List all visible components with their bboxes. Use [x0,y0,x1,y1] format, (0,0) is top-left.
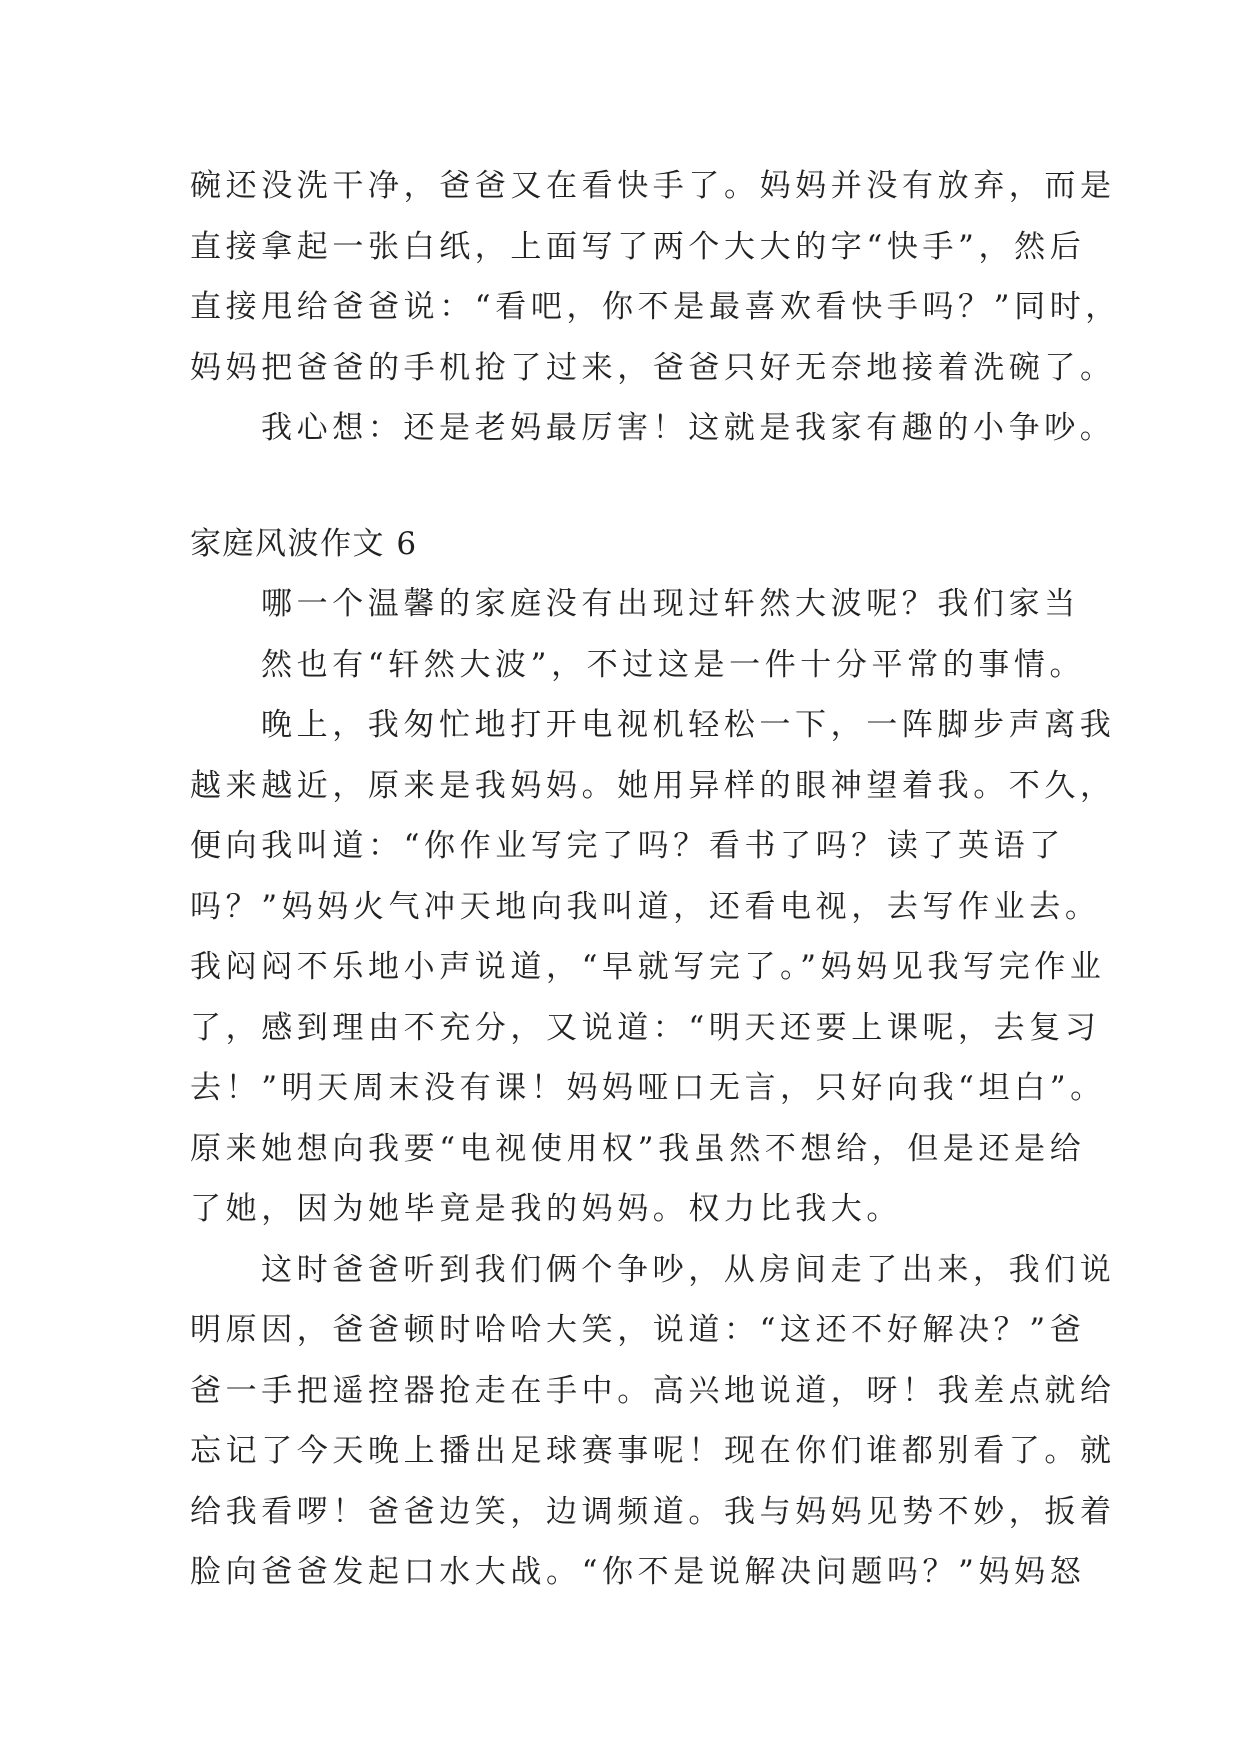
text-line: 吗？”妈妈火气冲天地向我叫道，还看电视，去写作业去。 [190,888,1101,925]
section-heading: 家庭风波作文 6 [190,525,418,562]
text-line: 越来越近，原来是我妈妈。她用异样的眼神望着我。不久， [190,767,1116,804]
text-line: 碗还没洗干净，爸爸又在看快手了。妈妈并没有放弃，而是 [190,168,1116,204]
text-line: 我心想：还是老妈最厉害！这就是我家有趣的小争吵。 [261,410,1116,446]
text-line: 我闷闷不乐地小声说道，“早就写完了。”妈妈见我写完作业 [190,949,1106,985]
text-line: 这时爸爸听到我们俩个争吵，从房间走了出来，我们说 [261,1251,1116,1288]
text-line: 爸一手把遥控器抢走在手中。高兴地说道，呀！我差点就给 [190,1372,1116,1409]
paragraph-1 [190,574,1086,695]
text-line: 直接拿起一张白纸，上面写了两个大大的字“快手”，然后 [190,228,1086,265]
continuation-paragraph [190,156,1121,398]
text-line: 给我看啰！爸爸边笑，边调频道。我与妈妈见势不妙，扳着 [190,1493,1116,1530]
text-line: 妈妈把爸爸的手机抢了过来，爸爸只好无奈地接着洗碗了。 [190,349,1116,386]
text-line: 了，感到理由不充分，又说道：“明天还要上课呢，去复习 [190,1009,1101,1046]
text-line: 原来她想向我要“电视使用权”我虽然不想给，但是还是给 [190,1130,1086,1167]
document-body [190,156,1121,1603]
closing-paragraph [190,398,1116,459]
text-line: 忘记了今天晚上播出足球赛事呢！现在你们谁都别看了。就 [190,1433,1116,1469]
text-line: 直接甩给爸爸说：“看吧，你不是最喜欢看快手吗？”同时， [190,289,1121,325]
paragraph-2 [190,695,1116,1240]
text-line: 脸向爸爸发起口水大战。“你不是说解决问题吗？”妈妈怒 [190,1554,1086,1590]
paragraph-3 [190,1240,1116,1603]
text-line: 了她，因为她毕竟是我的妈妈。权力比我大。 [190,1191,902,1227]
text-line: 明原因，爸爸顿时哈哈大笑，说道：“这还不好解决？”爸 [190,1312,1086,1348]
text-line: 然也有“轩然大波”，不过这是一件十分平常的事情。 [261,646,1086,683]
text-line: 便向我叫道：“你作业写完了吗？看书了吗？读了英语了 [190,828,1065,864]
text-line: 哪一个温馨的家庭没有出现过轩然大波呢？我们家当 [261,586,1080,622]
text-line: 晚上，我匆忙地打开电视机轻松一下，一阵脚步声离我 [261,707,1116,743]
text-line: 去！”明天周末没有课！妈妈哑口无言，只好向我“坦白”。 [190,1070,1106,1106]
